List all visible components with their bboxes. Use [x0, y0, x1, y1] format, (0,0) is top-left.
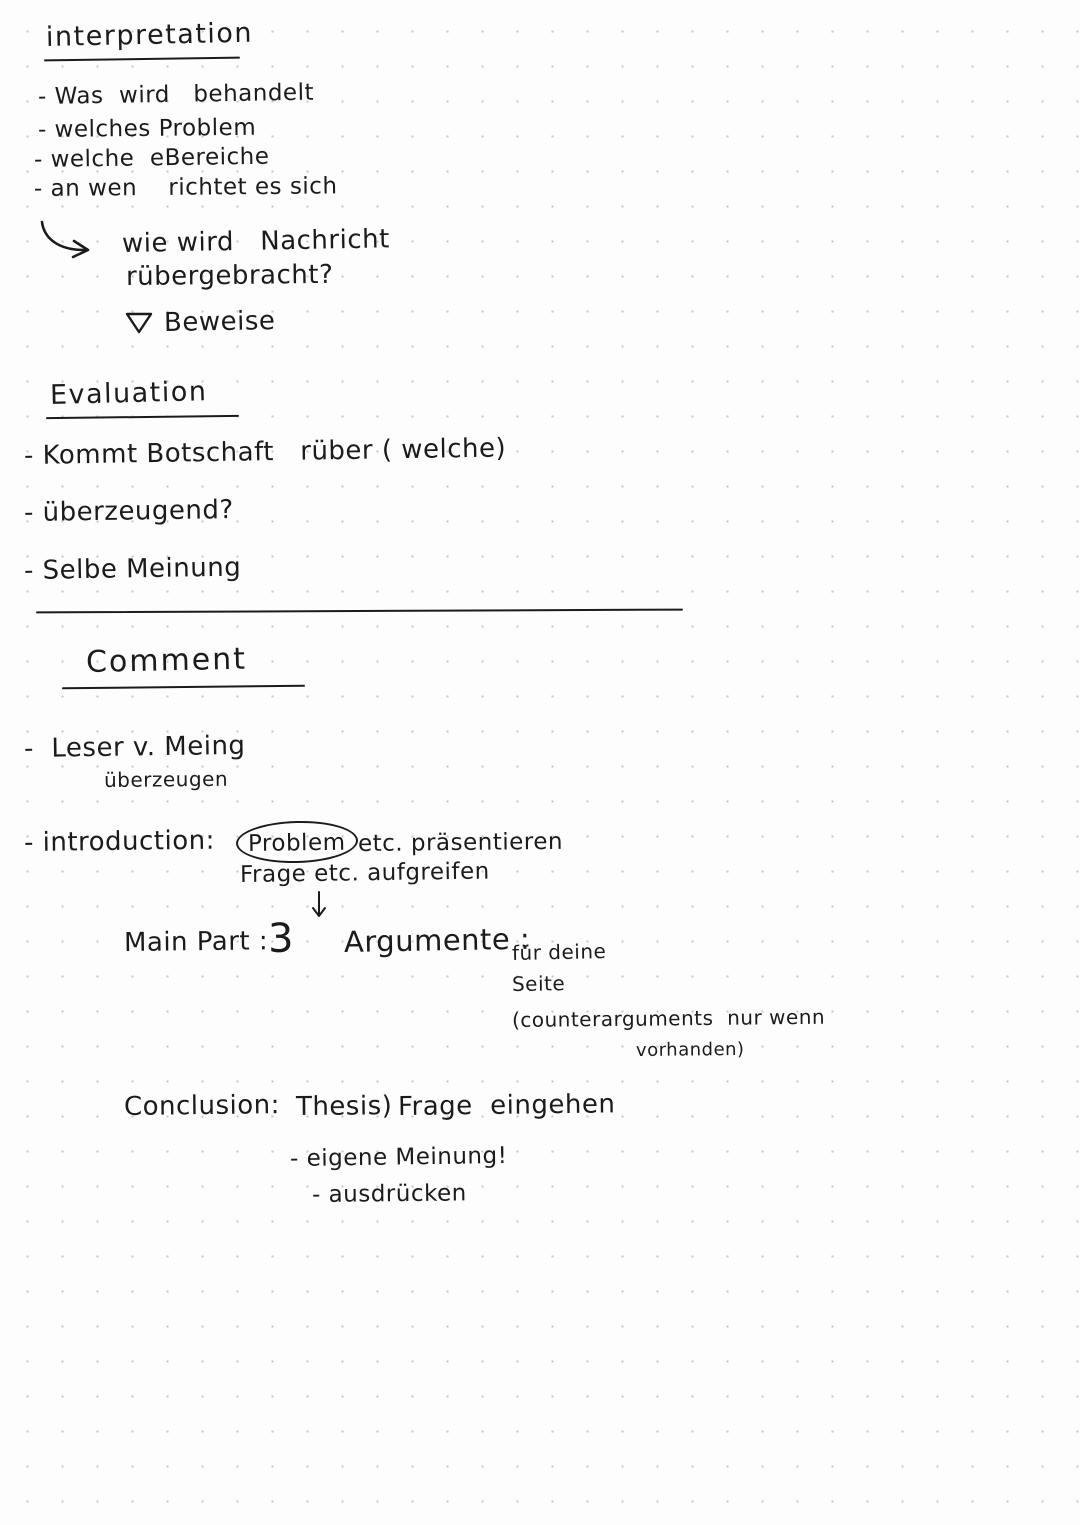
- section-title-interpretation: interpretation: [45, 17, 254, 53]
- conclusion-sub-2: - ausdrücken: [311, 1180, 467, 1208]
- triangle-down-icon: [124, 310, 154, 336]
- comment-circled-problem: Problem: [247, 829, 346, 857]
- conclusion-thesis: Thesis): [295, 1091, 393, 1122]
- conclusion-label: Conclusion:: [123, 1090, 281, 1122]
- curved-arrow-icon: [38, 216, 118, 264]
- comment-bullet-2: - introduction:: [23, 825, 216, 858]
- underline-evaluation: [46, 415, 239, 419]
- circle-annotation: [235, 819, 358, 864]
- section-title-evaluation: Evaluation: [49, 376, 208, 411]
- comment-bullet-2-after: etc. präsentieren: [357, 828, 564, 857]
- main-part-side-note-1: für deine: [511, 939, 607, 965]
- underline-comment: [62, 685, 305, 690]
- interpretation-bullet-2: - welches Problem: [37, 114, 257, 143]
- interpretation-arrow-note-sub: Beweise: [163, 306, 276, 338]
- interpretation-bullet-1: - Was wird behandelt: [37, 79, 315, 110]
- comment-bullet-1-sub: überzeugen: [103, 766, 229, 792]
- arrow-down-icon: [308, 890, 330, 920]
- interpretation-arrow-note-line1: wie wird Nachricht: [121, 224, 391, 259]
- main-part-side-note-2: Seite: [511, 971, 566, 996]
- evaluation-bullet-3: - Selbe Meinung: [23, 552, 242, 586]
- main-part-arguments-label: Argumente :: [343, 921, 531, 959]
- evaluation-bullet-1: - Kommt Botschaft rüber ( welche): [23, 433, 507, 471]
- conclusion-question: Frage eingehen: [397, 1089, 616, 1122]
- interpretation-bullet-3: - welche eBereiche: [33, 143, 270, 173]
- section-title-comment: Comment: [85, 641, 248, 680]
- main-part-count: 3: [267, 915, 295, 962]
- underline-interpretation: [44, 57, 240, 62]
- main-part-side-note-3: (counterarguments nur wenn: [511, 1004, 826, 1032]
- interpretation-arrow-note-line2: rübergebracht?: [125, 259, 334, 292]
- section-divider: [36, 609, 683, 614]
- comment-bullet-2-sub: Frage etc. aufgreifen: [239, 858, 490, 888]
- interpretation-bullet-4: - an wen richtet es sich: [33, 173, 338, 202]
- comment-bullet-1: - Leser v. Meing: [23, 730, 246, 764]
- main-part-label: Main Part :: [123, 926, 269, 958]
- evaluation-bullet-2: - überzeugend?: [23, 495, 234, 528]
- main-part-side-note-4: vorhanden): [635, 1038, 745, 1061]
- conclusion-sub-1: - eigene Meinung!: [289, 1142, 508, 1172]
